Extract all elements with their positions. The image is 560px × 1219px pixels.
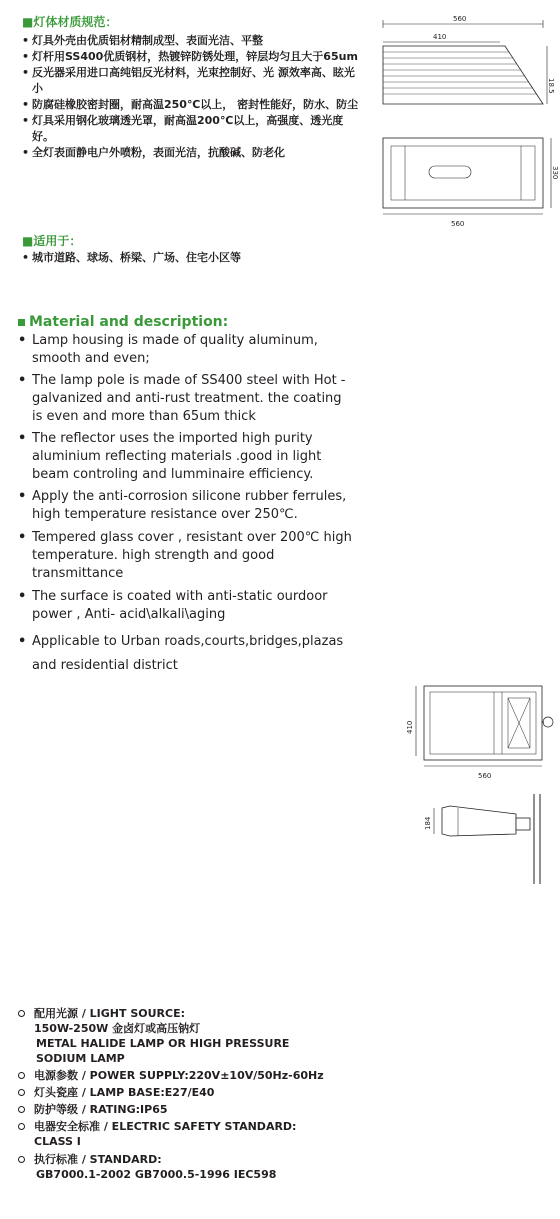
bullet-icon: • — [22, 66, 30, 79]
spec-light-source — [18, 1006, 378, 1021]
cn-list-item — [22, 113, 362, 145]
en-list-item — [18, 430, 353, 484]
spec-base-text: 灯头瓷座 / LAMP BASE:E27/E40 — [34, 1086, 215, 1099]
cn-item-text: 城市道路、球场、桥梁、广场、住宅小区等 — [32, 251, 241, 264]
cn-list-item — [22, 33, 362, 49]
cn-list-item — [22, 49, 362, 65]
spec-light-source-title: 配用光源 / LIGHT SOURCE: — [34, 1007, 186, 1020]
cn-item-text: 防腐硅橡胶密封圈，耐高温250℃以上， 密封性能好，防水、防尘 — [32, 98, 359, 111]
cn-item-text: 全灯表面静电户外喷粉，表面光洁，抗酸碱、防老化 — [32, 146, 285, 159]
lamp-profile — [383, 46, 543, 104]
spec-light-source-line: METAL HALIDE LAMP OR HIGH PRESSURE — [36, 1037, 290, 1050]
en-item-text: The reflector uses the imported high purity aluminium reflecting materials .good in light beam controling and lumminaire efficiency. — [32, 431, 322, 482]
spec-rating — [18, 1102, 378, 1117]
dim-top-height: 18.5 — [547, 78, 555, 94]
bullet-icon: • — [22, 34, 30, 47]
ring-bullet-icon — [18, 1010, 25, 1017]
bullet-icon: • — [18, 373, 27, 388]
ring-bullet-icon — [18, 1106, 25, 1113]
en-list-item — [18, 630, 353, 678]
bullet-icon: • — [18, 530, 27, 545]
cn-list-item — [22, 97, 362, 113]
cn-apply-list — [22, 250, 362, 266]
top-view-drawing — [375, 8, 559, 238]
en-list-item — [18, 332, 353, 368]
dim-top-inner: 410 — [433, 33, 447, 41]
en-item-text: The lamp pole is made of SS400 steel with Hot -galvanized and anti-rust treatment. the coating is even and more than 65um thick — [32, 373, 346, 424]
spec-standard-value: GB7000.1-2002 GB7000.5-1996 IEC598 — [36, 1168, 277, 1181]
front-view-outline — [383, 138, 543, 208]
cn-list-item — [22, 65, 362, 97]
spec-standard-title: 执行标准 / STANDARD: — [34, 1153, 162, 1166]
spec-power-text: 电源参数 / POWER SUPPLY:220V±10V/50Hz-60Hz — [34, 1069, 324, 1082]
bullet-icon: • — [22, 251, 30, 264]
spec-list — [18, 1006, 378, 1182]
en-title-text: Material and description: — [29, 314, 229, 330]
spec-light-source-line: SODIUM LAMP — [36, 1052, 125, 1065]
cn-item-text: 反光器采用进口高纯铝反光材料，光束控制好、光 源效率高、眩光小 — [32, 66, 355, 95]
cn-list-item — [22, 145, 362, 161]
en-material-list — [18, 332, 353, 678]
bullet-icon: • — [18, 333, 27, 348]
en-item-text: Lamp housing is made of quality aluminum, smooth and even; — [32, 333, 318, 366]
plan-outline — [424, 686, 542, 760]
en-item-text: Tempered glass cover , resistant over 200℃ high temperature. high strength and good transmittance — [32, 530, 352, 581]
en-item-text: Applicable to Urban roads,courts,bridges,plazas and residential district — [32, 634, 344, 673]
cn-material-list — [22, 33, 362, 161]
plan-view-drawing — [398, 676, 558, 786]
bullet-icon: • — [18, 634, 27, 649]
en-list-item — [18, 488, 353, 524]
spec-power — [18, 1068, 378, 1083]
bullet-icon: • — [18, 589, 27, 604]
spec-rating-text: 防护等级 / RATING:IP65 — [34, 1103, 168, 1116]
bullet-icon: • — [22, 98, 30, 111]
dim-side-height: 184 — [424, 816, 432, 830]
cn-section-title: ■灯体材质规范： — [22, 15, 118, 29]
spec-safety — [18, 1119, 378, 1134]
en-section-title — [18, 314, 228, 330]
en-list-item — [18, 372, 353, 426]
cn-apply-title: ■适用于： — [22, 234, 82, 248]
bullet-icon: • — [22, 114, 30, 127]
ring-bullet-icon — [18, 1123, 25, 1130]
cn-item-text: 灯杆用SS400优质钢材，热镀锌防锈处理，锌层均匀且大于65um — [32, 50, 358, 63]
square-icon — [18, 319, 25, 326]
cn-item-text: 灯具外壳由优质铝材精制成型、表面光洁、平整 — [32, 34, 263, 47]
en-item-text: The surface is coated with anti-static ourdoor power , Anti- acid\alkali\aging — [32, 589, 328, 622]
spec-safety-value: CLASS Ⅰ — [34, 1135, 81, 1148]
en-list-item — [18, 588, 353, 624]
side-view-drawing — [398, 790, 558, 890]
ring-bullet-icon — [18, 1156, 25, 1163]
cn-item-text: 灯具采用钢化玻璃透光罩，耐高温200℃以上，高强度、透光度好。 — [32, 114, 344, 143]
ring-bullet-icon — [18, 1072, 25, 1079]
spec-safety-title: 电器安全标准 / ELECTRIC SAFETY STANDARD: — [34, 1120, 297, 1133]
spec-standard — [18, 1152, 378, 1167]
bullet-icon: • — [22, 146, 30, 159]
spec-base — [18, 1085, 378, 1100]
ring-bullet-icon — [18, 1089, 25, 1096]
dim-plan-width: 560 — [478, 772, 492, 780]
dim-front-width: 560 — [451, 220, 465, 228]
dim-front-height: 330 — [551, 166, 559, 180]
bullet-icon: • — [18, 489, 27, 504]
bullet-icon: • — [22, 50, 30, 63]
dim-plan-height: 410 — [406, 720, 414, 734]
dim-top-width: 560 — [453, 15, 467, 23]
en-list-item — [18, 529, 353, 583]
spec-light-source-line: 150W-250W 金卤灯或高压钠灯 — [34, 1022, 201, 1035]
cn-list-item — [22, 250, 362, 266]
side-profile — [442, 806, 516, 836]
bullet-icon: • — [18, 431, 27, 446]
en-item-text: Apply the anti-corrosion silicone rubber ferrules, high temperature resistance over 250℃. — [32, 489, 347, 522]
